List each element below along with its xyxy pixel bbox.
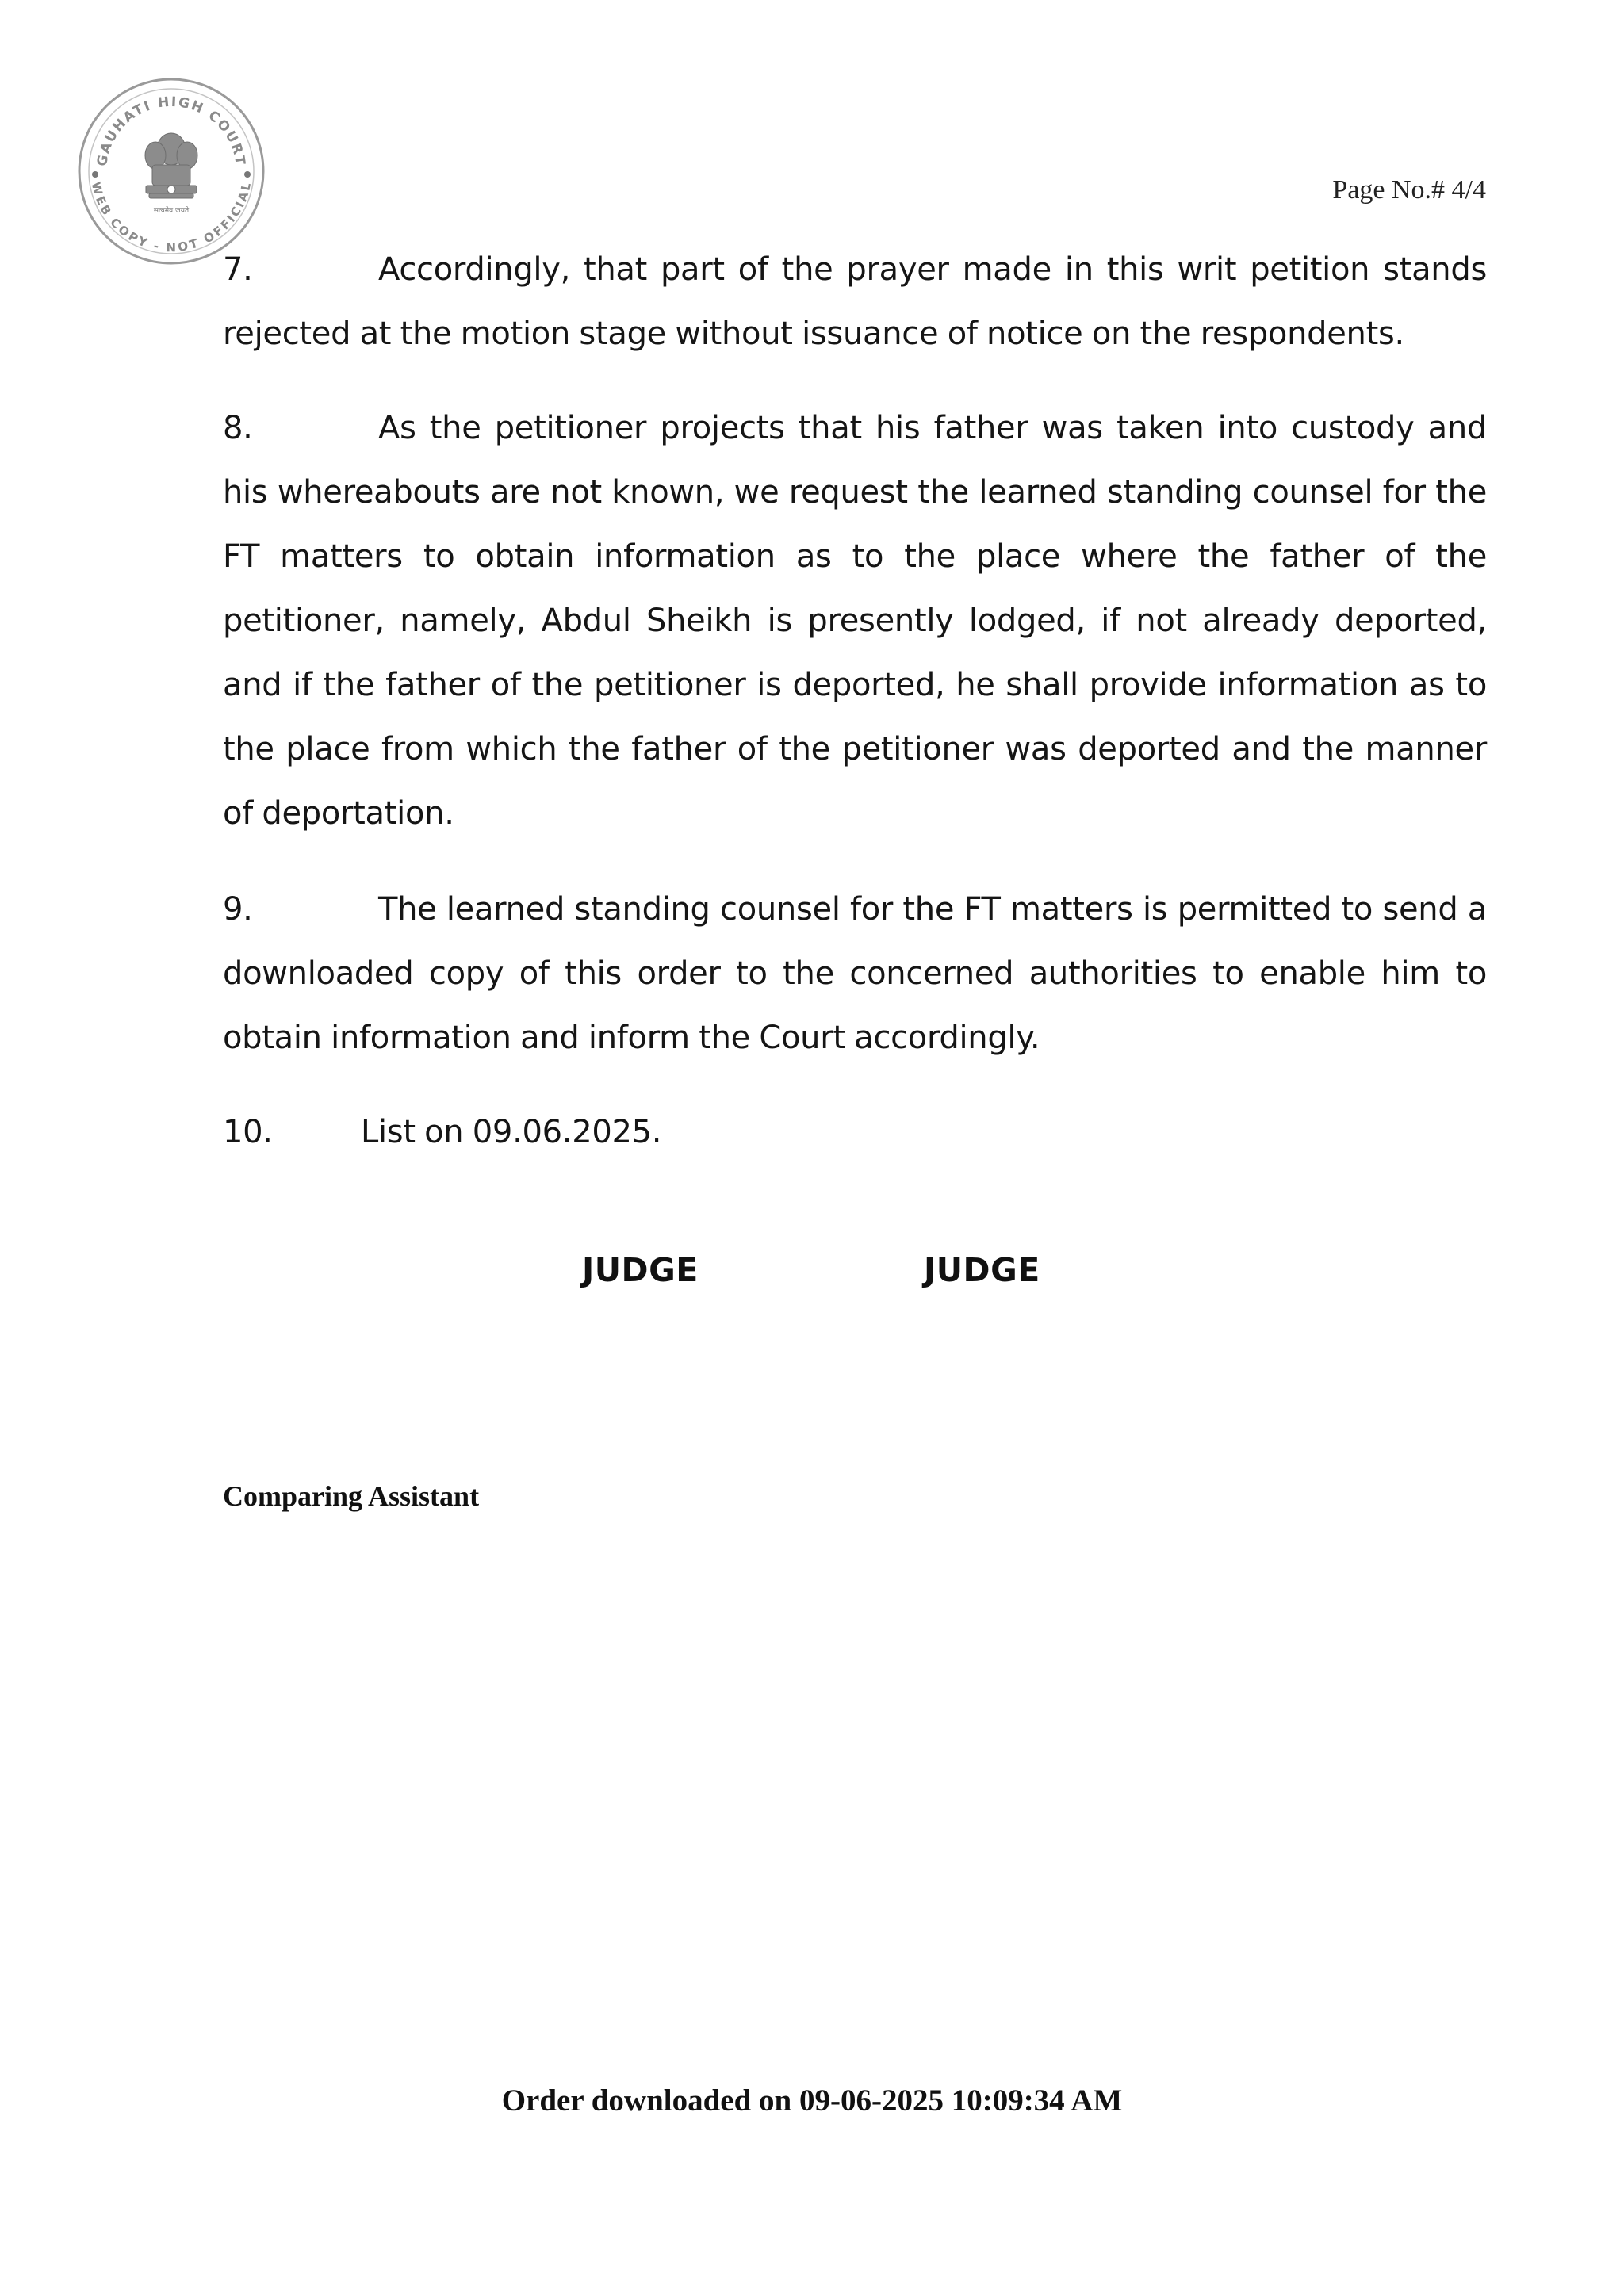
paragraph-9 (223, 878, 1487, 1070)
paragraph-text: Accordingly, that part of the prayer made in this writ petition stands rejected at the motion stage without issuance of notice on the respondents. (223, 251, 1487, 352)
paragraph-text: List on 09.06.2025. (361, 1114, 662, 1150)
paragraph-10 (223, 1100, 1487, 1165)
page-number: Page No.# 4/4 (1332, 175, 1486, 205)
judge-signature-right: JUDGE (924, 1251, 1040, 1289)
paragraph-number: 9. (223, 891, 253, 928)
seal-bottom-text: WEB COPY - NOT OFFICIAL (88, 180, 255, 255)
seal-motto: सत्यमेव जयते (153, 207, 190, 215)
paragraph-number: 7. (223, 251, 253, 288)
paragraph-text: The learned standing counsel for the FT matters is permitted to send a downloaded copy of this order to the concerned authorities to enable him to obtain information and inform the Court accordingly. (223, 891, 1487, 1056)
comparing-assistant-label: Comparing Assistant (223, 1480, 480, 1512)
paragraph-number: 8. (223, 410, 253, 446)
judge-signature-left: JUDGE (582, 1251, 699, 1289)
national-emblem-icon (145, 133, 197, 198)
seal-top-text: GAUHATI HIGH COURT (94, 94, 248, 168)
paragraph-text: As the petitioner projects that his father was taken into custody and his whereabouts are not known, we request the learned standing counsel for the FT matters to obtain information as to the place where the father of the petitioner, namely, Abdul Sheikh is presently lodged, if not already deported, and if the father of the petitioner is deported, he shall provide information as to the place from which the father of the petitioner was deported and the manner of deportation. (223, 410, 1487, 832)
paragraph-7 (223, 238, 1487, 366)
paragraph-8 (223, 396, 1487, 846)
download-footer: Order downloaded on 09-06-2025 10:09:34 AM (501, 2084, 1123, 2118)
paragraph-number: 10. (223, 1114, 273, 1150)
